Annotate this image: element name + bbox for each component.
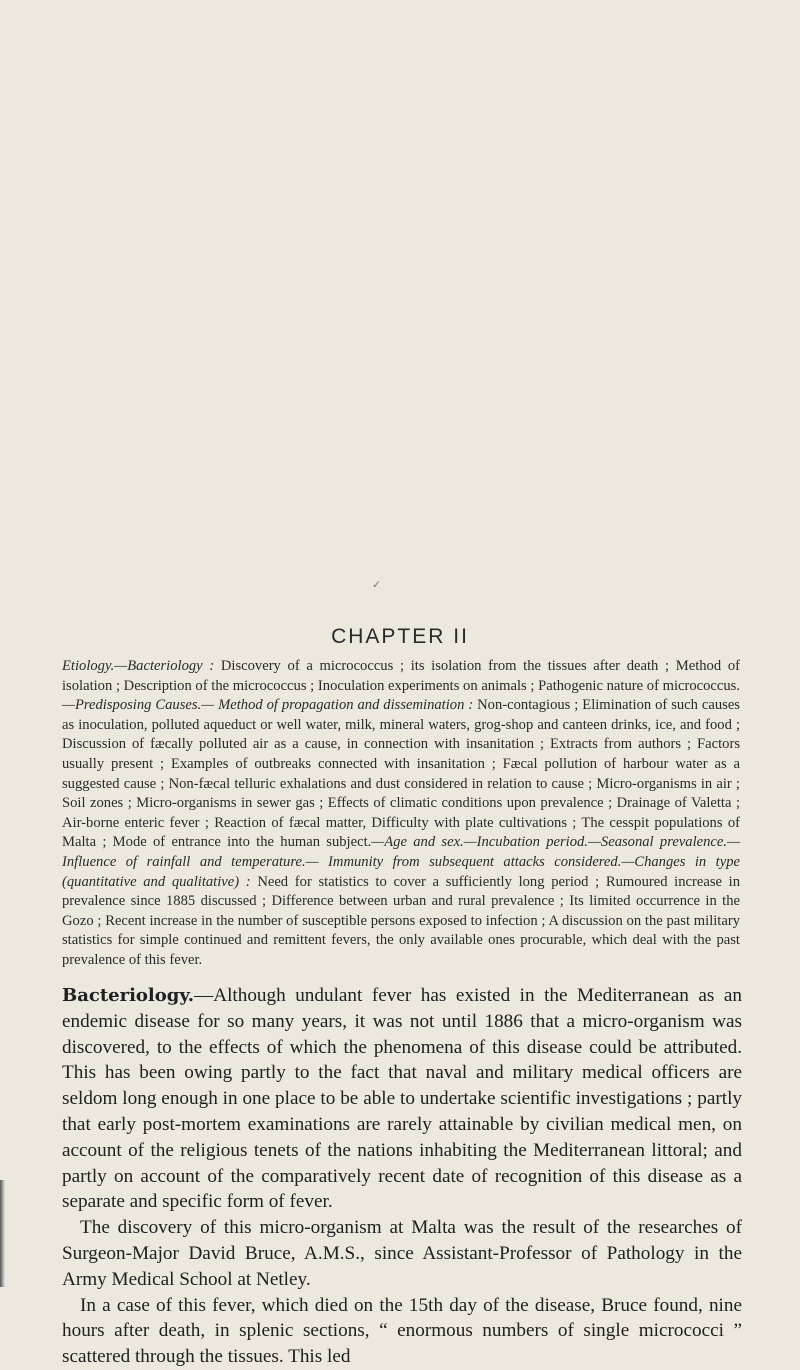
synopsis-segment: Need for statistics to cover a sufficiently long period ; Rumoured increase in prevalence since 1885 discussed ; Difference between urban and rural prevalence ; Its limited occurrence in the Gozo ; Recent increase in the number of susceptible persons exposed to infection ; A discussion on the past military statistics for simple continued and remittent fevers, the only available ones procurable, which deal with the past prevalence of this fever. xyxy=(62,873,741,968)
paragraph-bacteriology xyxy=(62,983,742,1215)
chapter-title: CHAPTER II xyxy=(331,625,469,648)
body-text xyxy=(62,983,742,1370)
synopsis-segment: —Age and sex.—Incubation period.—Seasonal prevalence.—Influence of rainfall and temperature.— Immunity from subsequent attacks considered.—Changes in type (quantitative and qualitative) : xyxy=(62,834,740,890)
paragraph-text: —Although undulant fever has existed in the Mediterranean as an endemic disease for so many years, it was not until 1886 that a micro-organism was discovered, to the effects of which the phenomena of this disease could be attributed. This has been owing partly to the fact that naval and military medical officers are seldom long enough in one place to be able to undertake scientific investigations ; partly that early post-mortem examinations are rarely attainable by civilian medical men, on account of the religious tenets of the nations inhabiting the Mediterranean littoral; and partly on account of the comparatively recent date of recognition of this disease as a separate and specific form of fever. xyxy=(62,985,742,1213)
synopsis-segment: Non-contagious ; Elimination of such causes as inoculation, polluted aqueduct or well water, milk, mineral waters, grog-shop and canteen drinks, ice, and food ; Discussion of fæcally polluted air as a cause, in connection with insanitation ; Extracts from authors ; Factors usually present ; Examples of outbreaks connected with insanitation ; Fæcal pollution of harbour water as a suggested cause ; Non-fæcal telluric exhalations and dust considered in relation to cause ; Micro-organisms in air ; Soil zones ; Micro-organisms in sewer gas ; Effects of climatic conditions upon prevalence ; Drainage of Valetta ; Air-borne enteric fever ; Reaction of fæcal matter, Difficulty with plate cultivations ; The cesspit populations of Malta ; Mode of entrance into the human subject. xyxy=(62,697,740,851)
synopsis-segment: Discovery of a micrococcus ; its isolation from the tissues after death ; Method of isolation ; Description of the micrococcus ; Inoculation experiments on animals ; Pathogenic nature of micrococcus. xyxy=(62,658,740,694)
synopsis-segment: —Predisposing Causes.— Method of propagation and dissemination : xyxy=(62,697,474,714)
synopsis-segment: Etiology.—Bacteriology : xyxy=(62,658,215,674)
page-edge-shadow xyxy=(0,1180,5,1287)
margin-mark: ✓ xyxy=(372,578,382,591)
chapter-synopsis xyxy=(62,657,740,971)
section-heading: Bacteriology. xyxy=(62,985,195,1006)
paragraph-discovery: The discovery of this micro-organism at Malta was the result of the researches of Surgeon-Major David Bruce, A.M.S., since Assistant-Professor of Pathology in the Army Medical School at Netley. xyxy=(62,1217,742,1290)
paragraph-case: In a case of this fever, which died on the 15th day of the disease, Bruce found, nine hours after death, in splenic sections, “ enormous numbers of single micrococci ” scattered through the tissues. This led xyxy=(62,1294,742,1368)
